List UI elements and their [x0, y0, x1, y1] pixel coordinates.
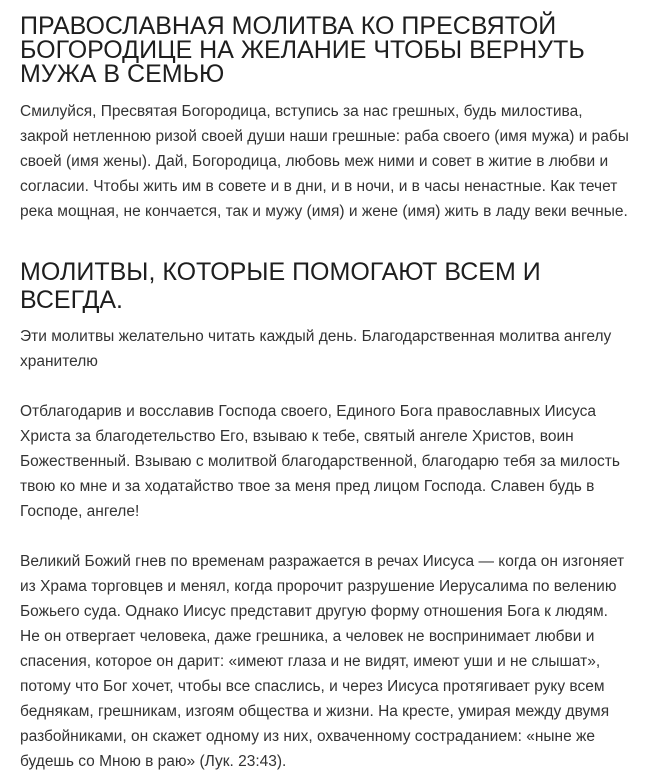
commentary-paragraph: Великий Божий гнев по временам разражается в речах Иисуса — когда он изгоняет из Храма торговцев и менял, когда пророчит разрушение Иерусалима по велению Божьего суда. Однако Иисус представит другую форму отношения Бога к людям. Не он отвергает человека, даже грешника, а человек не воспринимает любви и спасения, которое он дарит: «имеют глаза и не видят, имеют уши и не слышат», потому что Бог хочет, чтобы все спаслись, и через Иисуса протягивает руку всем беднякам, грешникам, изгоям общества и жизни. На кресте, умирая между двумя разбойниками, он скажет одному из них, охваченному состраданием: «ныне же будешь со Мною в раю» (Лук. 23:43).	[20, 553, 625, 770]
intro-paragraph: Эти молитвы желательно читать каждый день. Благодарственная молитва ангелу хранителю	[20, 328, 612, 370]
prayer-paragraph: Смилуйся, Пресвятая Богородица, вступись за нас грешных, будь милостива, закрой нетленною ризой своей души наши грешные: раба своего (имя мужа) и рабы своей (имя жены). Дай, Богородица, любовь меж ними и совет в житие в любви и согласии. Чтобы жить им в совете и в дни, и в ночи, и в часы ненастные. Как течет река мощная, не кончается, так и мужу (имя) и жене (имя) жить в ладу веки вечные.	[20, 103, 629, 220]
angel-prayer-paragraph: Отблагодарив и восславив Господа своего, Единого Бога православных Иисуса Христа за благодетельство Его, взываю к тебе, святый ангеле Христов, воин Божественный. Взываю с молитвой благодарственной, благодарю тебя за милость твою ко мне и за ходатайство твое за меня пред лицом Господа. Славен будь в Господе, ангеле!	[20, 403, 620, 520]
section-heading-daily-prayers: МОЛИТВЫ, КОТОРЫЕ ПОМОГАЮТ ВСЕМ И ВСЕГДА.	[20, 258, 541, 314]
section-heading-husband-prayer: ПРАВОСЛАВНАЯ МОЛИТВА КО ПРЕСВЯТОЙ БОГОРОДИЦЕ НА ЖЕЛАНИЕ ЧТОБЫ ВЕРНУТЬ МУЖА В СЕМЬЮ	[20, 12, 585, 88]
